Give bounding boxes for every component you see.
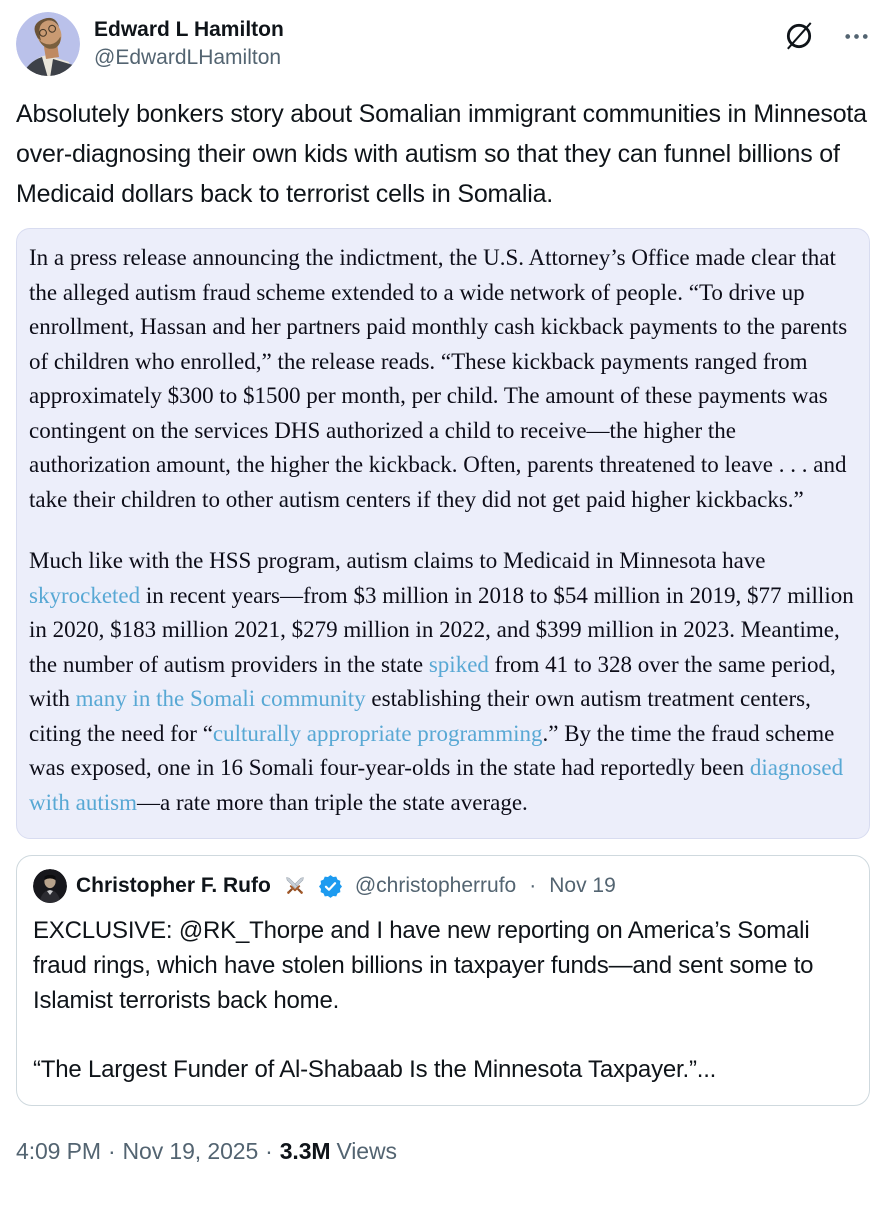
excerpt-link: many in the Somali community [75, 686, 366, 711]
footer-separator: · [107, 1138, 116, 1164]
excerpt-link: spiked [428, 651, 489, 677]
excerpt-paragraph [29, 241, 856, 517]
views-label: Views [336, 1138, 397, 1164]
quoted-author-display-name[interactable]: Christopher F. Rufo [76, 874, 271, 897]
excerpt-text: —a rate more than triple the state average. [136, 789, 528, 815]
excerpt-link: diagnosed with autism [29, 755, 844, 815]
quoted-meta-separator: · [529, 874, 537, 897]
excerpt-link: culturally appropriate programming [212, 720, 543, 746]
excerpt-text: In a press release announcing the indictment, the U.S. Attorney’s Office made clear that the alleged autism fraud scheme extended to a wide network of people. “To drive up enrollment, Hassan and her partners paid monthly cash kickback payments to the parents of children who enrolled,” the release reads. “These kickback payments ranged from approximately $300 to $1500 per month, per child. The amount of these payments was contingent on the services DHS authorized a child to receive—the higher the authorization amount, the higher the kickback. Often, parents threatened to leave . . . and take their children to other autism centers if they did not get paid higher kickbacks.” [29, 245, 848, 512]
footer-separator: · [265, 1138, 273, 1164]
verified-badge-icon [319, 875, 342, 898]
excerpt-text: in recent years—from $3 million in 2018 to $54 million in 2019, $77 million in 2020, $183 million 2021, $279 million in 2022, and $399 million in 2023. Meantime, the number of autism providers in the state [29, 582, 854, 677]
tweet-time: 4:09 PM [16, 1138, 101, 1164]
quoted-tweet-date[interactable]: Nov 19 [549, 874, 616, 897]
quoted-tweet-header [33, 869, 853, 903]
crossed-swords-emoji [282, 873, 308, 899]
ellipsis-more-icon [843, 23, 870, 50]
grok-circle-slash-icon [783, 20, 815, 52]
author-identity[interactable] [94, 12, 284, 71]
excerpt-paragraph [29, 544, 856, 820]
excerpt-text: establishing their own autism treatment centers, citing the need for “ [29, 686, 811, 746]
excerpt-text: from 41 to 328 over the same period, with [29, 651, 836, 711]
more-options-button[interactable] [843, 23, 870, 50]
author-avatar[interactable] [16, 12, 80, 76]
tweet-date: Nov 19, 2025 [122, 1138, 259, 1164]
quoted-author-avatar-image [33, 869, 67, 903]
quoted-tweet-text [33, 913, 853, 1087]
header-actions [783, 12, 870, 52]
views-count: 3.3M [279, 1138, 331, 1164]
quoted-tweet-card[interactable] [16, 855, 870, 1106]
quoted-author-avatar[interactable] [33, 869, 67, 903]
author-display-name[interactable]: Edward L Hamilton [94, 18, 284, 41]
excerpt-text: .” By the time the fraud scheme was exposed, one in 16 Somali four-year-olds in the state had reportedly been [29, 720, 835, 780]
excerpt-text: Much like with the HSS program, autism claims to Medicaid in Minnesota have [29, 548, 766, 573]
author-avatar-image [16, 12, 80, 76]
quoted-tweet-paragraph: EXCLUSIVE: @RK_Thorpe and I have new reporting on America’s Somali fraud rings, which have stolen billions in taxpayer funds—and sent some to Islamist terrorists back home. [33, 917, 814, 1014]
quoted-tweet-paragraph: “The Largest Funder of Al-Shabaab Is the Minnesota Taxpayer.”... [33, 1056, 717, 1083]
grok-actions-button[interactable] [783, 20, 815, 52]
author-handle[interactable]: @EdwardLHamilton [94, 46, 282, 69]
tweet-footer [16, 1138, 870, 1165]
tweet-header [16, 12, 870, 76]
excerpt-link: skyrocketed [29, 582, 141, 608]
quoted-author-handle[interactable]: @christopherrufo [354, 874, 517, 897]
excerpt-image[interactable] [16, 228, 870, 839]
tweet-text: Absolutely bonkers story about Somalian immigrant communities in Minnesota over-diagnosing their own kids with autism so that they can funnel billions of Medicaid dollars back to terrorist cells in Somalia. [16, 100, 867, 208]
